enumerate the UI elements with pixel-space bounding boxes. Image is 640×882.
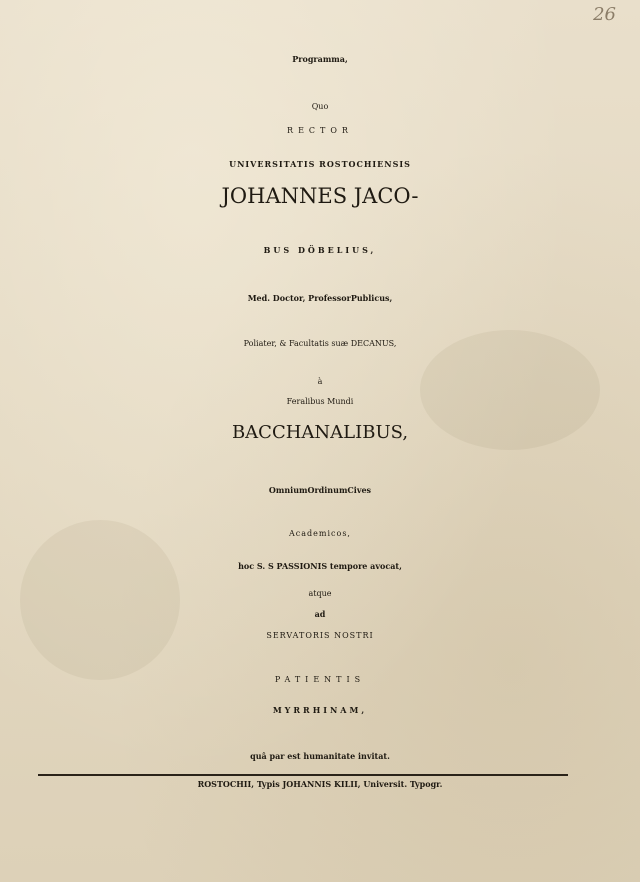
paper-stain — [20, 520, 180, 680]
academicos-line: Academicos, — [289, 529, 351, 538]
dean-line: Poliater, & Facultatis suæ DECANUS, — [243, 339, 397, 348]
atque-line: atque — [308, 589, 332, 598]
imprint-line: ROSTOCHII, Typis JOHANNIS KILII, Universit. Typogr. — [197, 779, 443, 789]
programma-heading: Programma, — [292, 54, 348, 64]
bacchanalibus-line: BACCHANALIBUS, — [231, 422, 409, 443]
a-line: à — [317, 377, 323, 386]
quo-line: Quo — [311, 102, 329, 111]
passionis-line: hoc S. S PASSIONIS tempore avocat, — [238, 561, 402, 571]
manuscript-number: 26 — [593, 4, 616, 25]
myrrhinam-line: MYRRHINAM, — [272, 705, 368, 715]
rector-name-line-2: BUS DÖBELIUS, — [263, 245, 377, 255]
title-line: Med. Doctor, ProfessorPublicus, — [247, 293, 393, 303]
rector-line: RECTOR — [287, 126, 353, 135]
invitat-line: quâ par est humanitate invitat. — [250, 751, 390, 761]
patientis-line: PATIENTIS — [274, 675, 366, 684]
cives-line: OmniumOrdinumCives — [268, 485, 372, 495]
servatoris-line: SERVATORIS NOSTRI — [266, 631, 374, 640]
university-line: UNIVERSITATIS ROSTOCHIENSIS — [229, 159, 411, 169]
ad-line: ad — [314, 609, 326, 619]
imprint-rule — [38, 774, 568, 776]
rector-name-line-1: JOHANNES JACO- — [221, 184, 419, 208]
feralibus-line: Feralibus Mundi — [286, 397, 354, 406]
